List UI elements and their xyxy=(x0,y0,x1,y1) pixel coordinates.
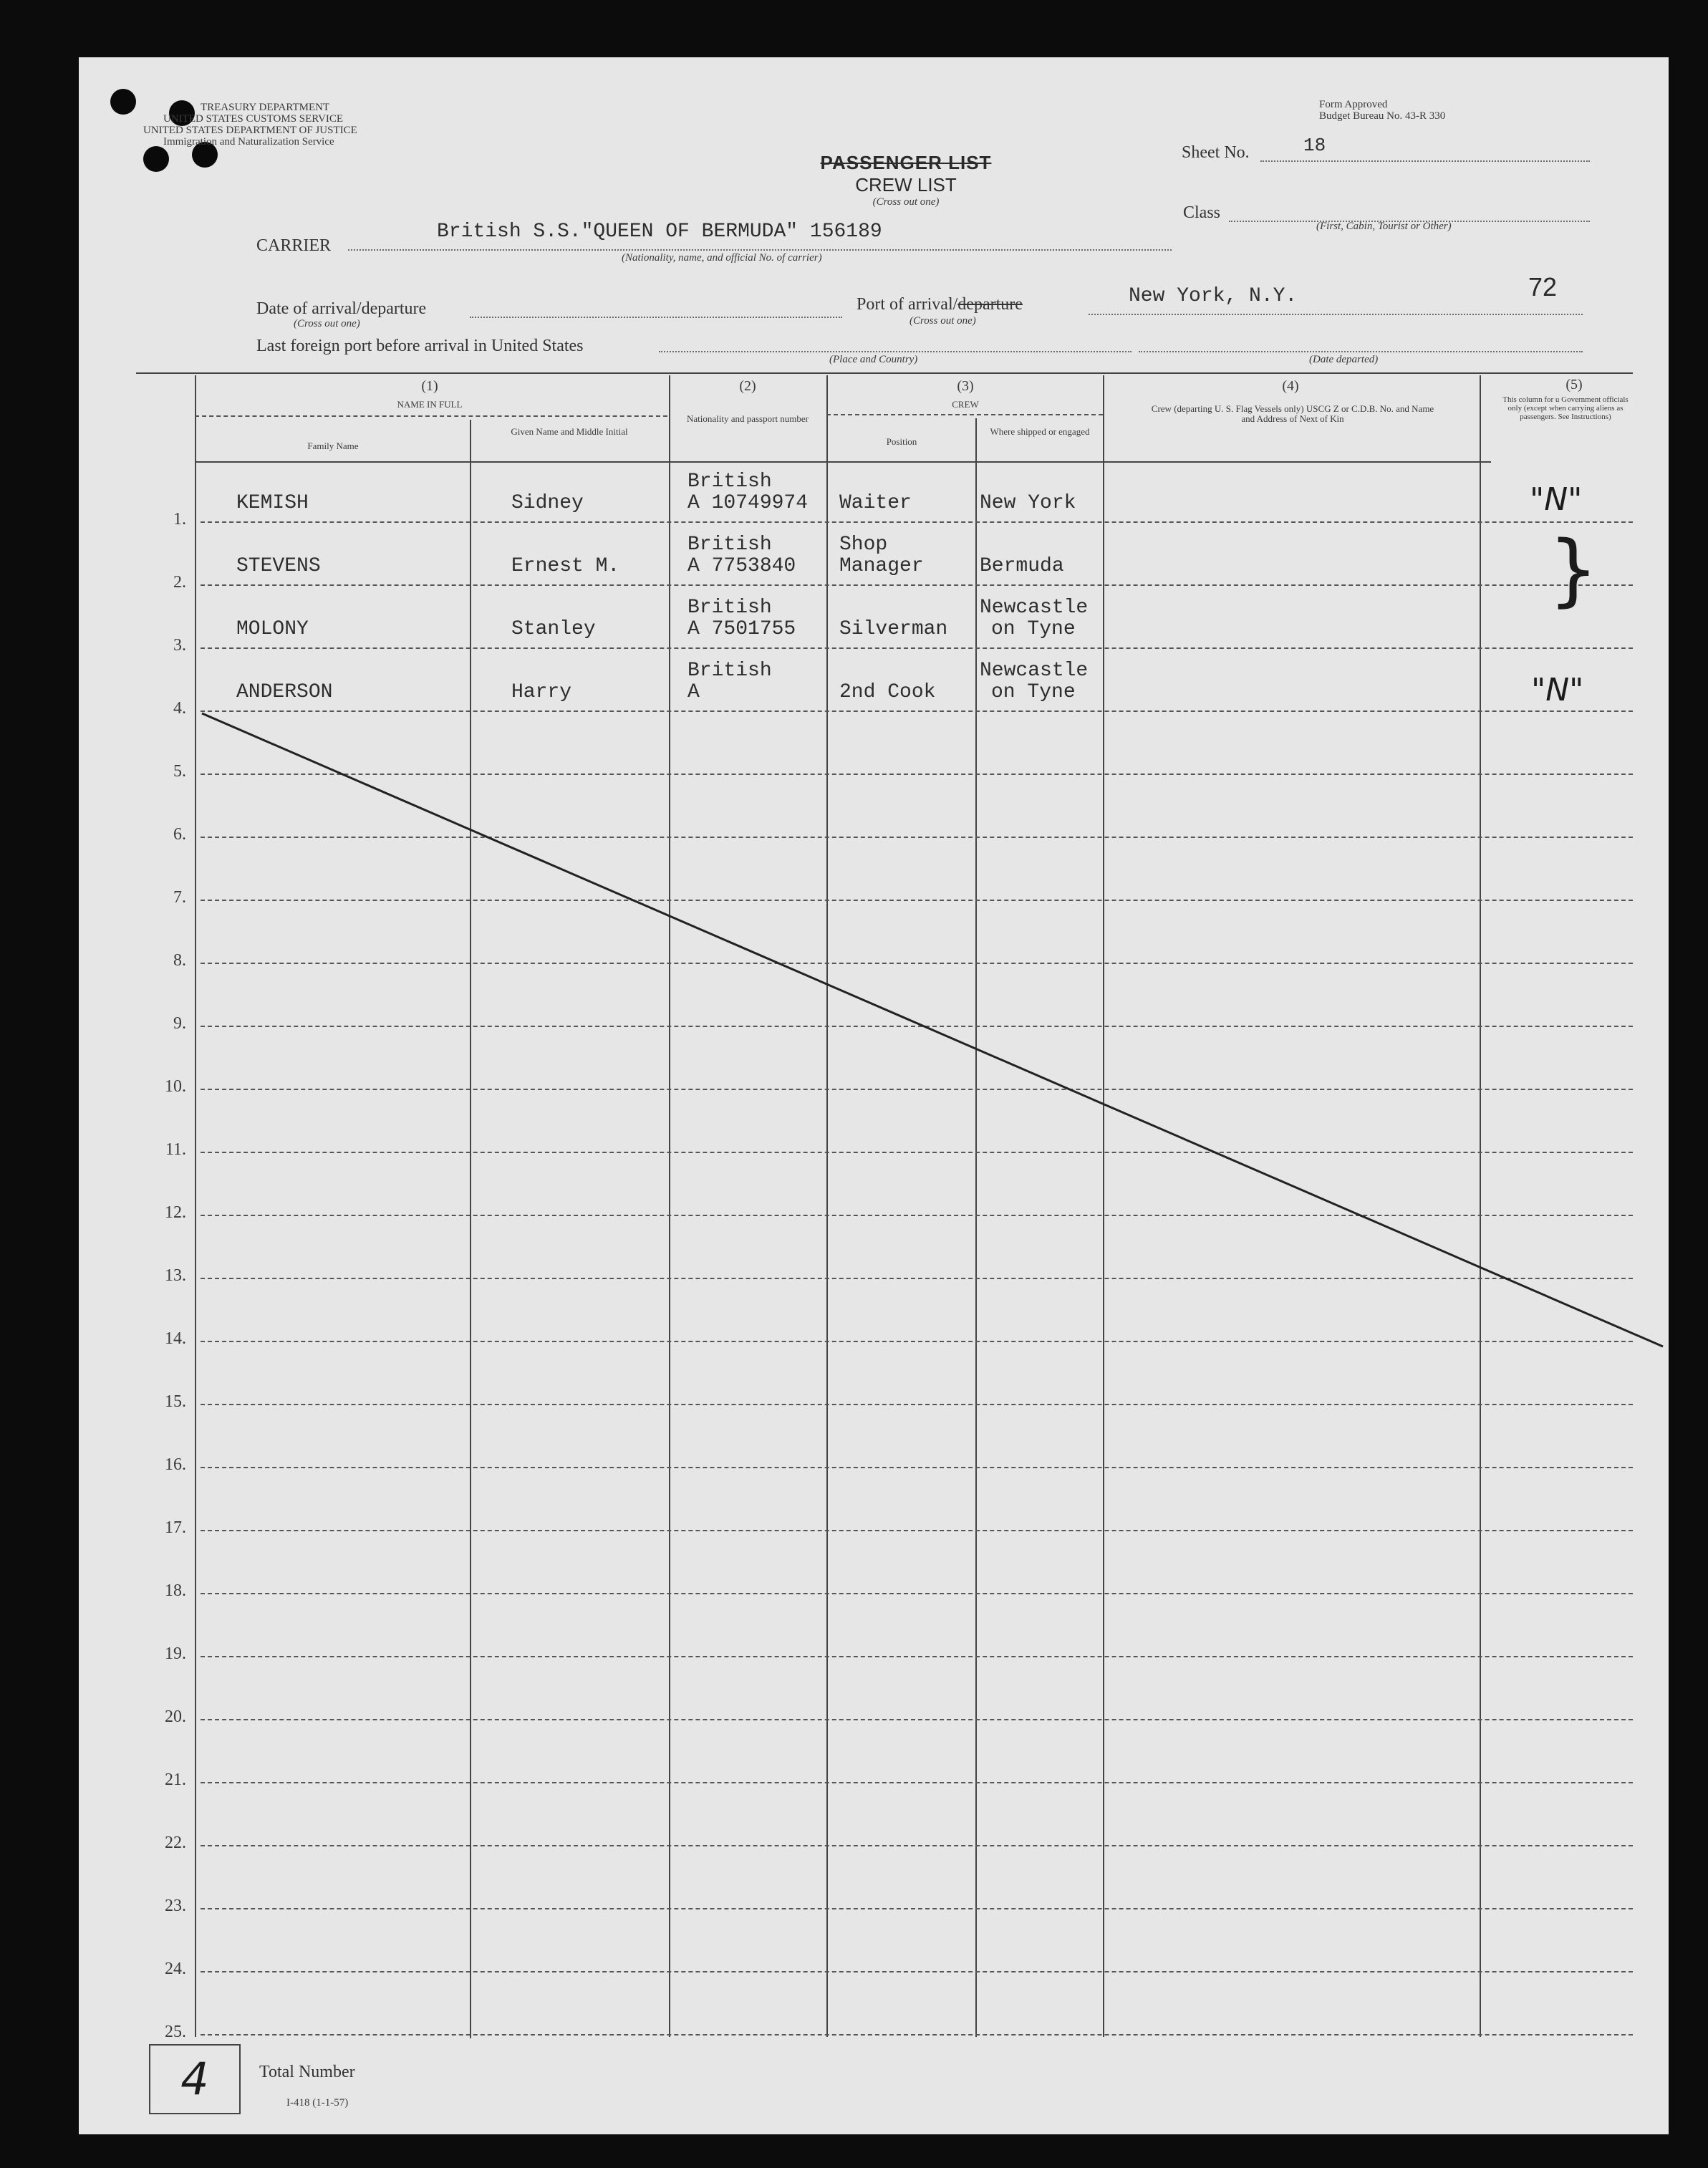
form-number: I-418 (1-1-57) xyxy=(286,2097,349,2109)
row-number: 17. xyxy=(165,1518,186,1537)
row-number: 10. xyxy=(165,1077,186,1096)
row-number: 20. xyxy=(165,1707,186,1726)
position: Silverman xyxy=(839,618,948,640)
row-number: 1. xyxy=(173,510,186,529)
col-shipped: Where shipped or engaged xyxy=(990,426,1090,437)
total-value: 4 xyxy=(180,2053,209,2105)
col3-title: CREW xyxy=(952,399,979,410)
col5-num: (5) xyxy=(1565,377,1583,392)
class-caption: (First, Cabin, Tourist or Other) xyxy=(1316,221,1452,232)
shipped-at-line2: on Tyne xyxy=(991,618,1076,640)
mark-row4: "N" xyxy=(1531,672,1584,708)
row-number: 25. xyxy=(165,2023,186,2041)
nationality: British xyxy=(687,597,772,619)
port-field[interactable]: New York, N.Y. xyxy=(1089,285,1583,315)
family-name: KEMISH xyxy=(236,492,309,514)
family-name: STEVENS xyxy=(236,555,321,577)
shipped-at: New York xyxy=(980,492,1076,514)
col-position: Position xyxy=(886,436,917,447)
row-number: 14. xyxy=(165,1329,186,1348)
given-name: Stanley xyxy=(511,618,596,640)
row-number: 21. xyxy=(165,1770,186,1789)
col-family: Family Name xyxy=(307,440,359,451)
shipped-at: Newcastle xyxy=(980,660,1089,682)
title-struck: PASSENGER LIST xyxy=(820,152,992,173)
row-number: 3. xyxy=(173,636,186,655)
mark-row1: "N" xyxy=(1530,481,1583,518)
family-name: MOLONY xyxy=(236,618,309,640)
row-number: 18. xyxy=(165,1581,186,1600)
sheet-label: Sheet No. xyxy=(1182,143,1250,162)
class-label: Class xyxy=(1183,203,1221,222)
row-number: 23. xyxy=(165,1897,186,1915)
position: Shop xyxy=(839,534,888,556)
row-number: 16. xyxy=(165,1455,186,1474)
position: Waiter xyxy=(839,492,912,514)
ditto-brace: } xyxy=(1548,524,1598,615)
col4-num: (4) xyxy=(1282,378,1299,394)
given-name: Ernest M. xyxy=(511,555,620,577)
col-given: Given Name and Middle Initial xyxy=(511,426,628,437)
port-caption: (Cross out one) xyxy=(910,315,976,327)
row-number: 15. xyxy=(165,1392,186,1411)
agency-header: TREASURY DEPARTMENT UNITED STATES CUSTOMS SERVICE UNITED STATES DEPARTMENT OF JUSTICE Immigration and Naturalization Service xyxy=(143,102,357,148)
nationality: British xyxy=(687,534,772,556)
row-number: 8. xyxy=(173,951,186,970)
row-number: 19. xyxy=(165,1644,186,1663)
row-number: 13. xyxy=(165,1266,186,1285)
nationality: British xyxy=(687,660,772,682)
port-label: Port of arrival/departure xyxy=(857,295,1023,314)
row-number: 9. xyxy=(173,1014,186,1033)
shipped-at: Bermuda xyxy=(980,555,1064,577)
form-approved-note: Form Approved Budget Bureau No. 43-R 330 xyxy=(1319,99,1446,122)
carrier-field[interactable]: British S.S."QUEEN OF BERMUDA" 156189 xyxy=(348,221,1172,251)
row-number: 6. xyxy=(173,825,186,844)
col4-title: Crew (departing U. S. Flag Vessels only) USCG Z or C.D.B. No. and Name and Address of Next of Kin xyxy=(1151,403,1434,424)
carrier-label: CARRIER xyxy=(256,236,332,255)
nationality: British xyxy=(687,471,772,493)
title-caption: (Cross out one) xyxy=(872,196,940,208)
carrier-caption: (Nationality, name, and official No. of carrier) xyxy=(622,252,822,264)
given-name: Sidney xyxy=(511,492,584,514)
position: 2nd Cook xyxy=(839,681,936,703)
total-label: Total Number xyxy=(259,2063,355,2081)
col2-num: (2) xyxy=(739,378,756,394)
last-port-caption-place: (Place and Country) xyxy=(829,354,918,365)
col1-num: (1) xyxy=(421,378,438,394)
shipped-at-line2: on Tyne xyxy=(991,681,1076,703)
row-number: 2. xyxy=(173,573,186,592)
col3-num: (3) xyxy=(957,378,974,394)
row-number: 4. xyxy=(173,699,186,718)
passport-number: A xyxy=(687,681,700,703)
col2-title: Nationality and passport number xyxy=(686,413,809,424)
family-name: ANDERSON xyxy=(236,681,333,703)
passport-number: A 7753840 xyxy=(687,555,796,577)
sheet-field[interactable]: 18 xyxy=(1260,135,1590,162)
shipped-at: Newcastle xyxy=(980,597,1089,619)
row-number: 11. xyxy=(165,1140,186,1159)
given-name: Harry xyxy=(511,681,572,703)
date-label: Date of arrival/departure xyxy=(256,299,427,318)
row-number: 5. xyxy=(173,762,186,781)
title-main: CREW LIST xyxy=(855,174,957,196)
passport-number: A 7501755 xyxy=(687,618,796,640)
passport-number: A 10749974 xyxy=(687,492,809,514)
row-number: 24. xyxy=(165,1960,186,1978)
row-number: 7. xyxy=(173,888,186,907)
col5-title: This column for u Government officials only (except when carrying aliens as passengers. See Instructions) xyxy=(1502,395,1629,421)
row-number: 22. xyxy=(165,1834,186,1852)
corner-number: 72 xyxy=(1528,272,1558,302)
date-caption: (Cross out one) xyxy=(294,318,360,329)
row-number: 12. xyxy=(165,1203,186,1222)
total-box[interactable] xyxy=(149,2044,241,2114)
col1-title: NAME IN FULL xyxy=(397,399,463,410)
last-port-label: Last foreign port before arrival in United States xyxy=(256,337,584,355)
last-port-caption-date: (Date departed) xyxy=(1309,354,1379,365)
position-line2: Manager xyxy=(839,555,924,577)
